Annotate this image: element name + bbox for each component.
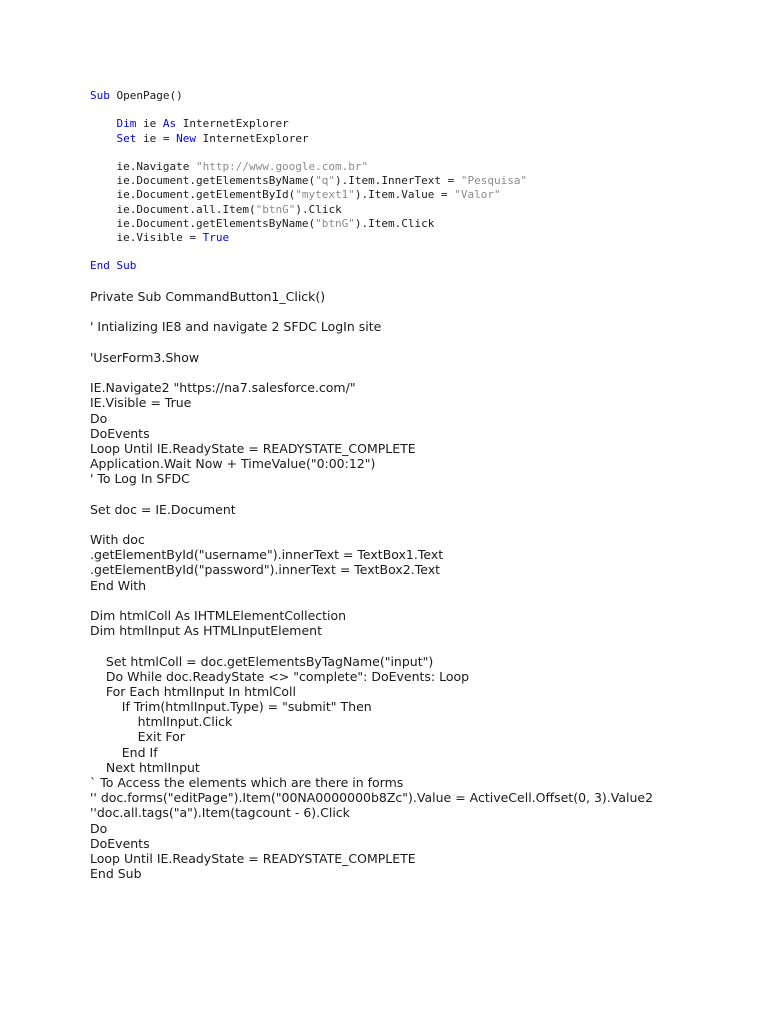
code-text: InternetExplorer	[196, 131, 309, 145]
text-line: Dim htmlColl As IHTMLElementCollection	[90, 607, 347, 623]
code-line	[90, 117, 730, 131]
code-line	[90, 160, 730, 174]
text-line: htmlInput.Click	[90, 714, 233, 730]
code-text: ()	[169, 89, 183, 102]
text-line: End If	[90, 744, 158, 760]
string-literal: "btnG"	[315, 216, 355, 230]
text-line: ''doc.all.tags("a").Item(tagcount - 6).Click	[90, 805, 350, 821]
string-literal: "Pesquisa"	[460, 174, 528, 188]
text-line: Exit For	[90, 729, 185, 745]
code-line	[90, 259, 730, 273]
code-line	[90, 174, 730, 188]
keyword: End Sub	[90, 259, 137, 273]
text-line: End With	[90, 577, 147, 593]
text-line: With doc	[90, 532, 145, 547]
code-text: ).Click	[295, 202, 342, 216]
code-line	[90, 217, 730, 231]
prose-block	[90, 289, 740, 881]
keyword: Sub	[90, 89, 110, 102]
text-line: Application.Wait Now + TimeValue("0:00:12")	[90, 456, 376, 472]
keyword: Set	[116, 131, 137, 145]
code-text: ).Item.Value =	[354, 188, 455, 202]
code-text: ie.Document.getElementsByName(	[90, 216, 316, 230]
keyword: Dim	[116, 117, 137, 131]
string-literal: "Valor"	[454, 188, 501, 202]
text-line: DoEvents	[90, 835, 150, 851]
text-line: Set doc = IE.Document	[90, 501, 236, 517]
code-text: ).Item.InnerText =	[335, 174, 461, 188]
code-text: ie	[136, 117, 163, 131]
code-text: ).Item.Click	[354, 216, 435, 230]
text-line: Loop Until IE.ReadyState = READYSTATE_COMPLETE	[90, 850, 416, 866]
code-line	[90, 188, 730, 202]
text-line: .getElementById("password").innerText = TextBox2.Text	[90, 562, 440, 578]
code-line	[90, 231, 730, 245]
text-line: Do	[90, 820, 108, 836]
code-text: ie.Document.getElementById(	[90, 188, 296, 202]
code-text: ie.Navigate	[90, 159, 196, 173]
string-literal: "btnG"	[255, 202, 296, 216]
code-line	[90, 203, 730, 217]
text-line: ' Intializing IE8 and navigate 2 SFDC LogIn site	[90, 319, 382, 335]
text-line: ' To Log In SFDC	[90, 471, 190, 487]
text-line: '' doc.forms("editPage").Item("00NA0000000b8Zc").Value = ActiveCell.Offset(0, 3).Value2	[90, 790, 654, 806]
text-line: IE.Navigate2 "https://na7.salesforce.com/"	[90, 380, 356, 396]
string-literal: "q"	[315, 174, 336, 188]
text-line: For Each htmlInput In htmlColl	[90, 683, 296, 699]
text-line: Private Sub CommandButton1_Click()	[90, 289, 326, 304]
text-line: Dim htmlInput As HTMLInputElement	[90, 623, 323, 639]
code-text: ie.Document.all.Item(	[90, 202, 256, 216]
code-block	[90, 89, 730, 273]
text-line: .getElementById("username").innerText = TextBox1.Text	[90, 547, 444, 563]
text-line: IE.Visible = True	[90, 395, 192, 411]
text-line: Loop Until IE.ReadyState = READYSTATE_COMPLETE	[90, 440, 416, 456]
text-line: Set htmlColl = doc.getElementsByTagName("input")	[90, 653, 434, 669]
string-literal: "mytext1"	[295, 188, 355, 202]
text-line: If Trim(htmlInput.Type) = "submit" Then	[90, 699, 372, 715]
code-text: OpenPage	[109, 89, 170, 102]
code-text: ie.Document.getElementsByName(	[90, 174, 316, 188]
keyword: True	[202, 230, 230, 244]
text-line: Do	[90, 410, 108, 426]
text-line: 'UserForm3.Show	[90, 349, 200, 365]
keyword: New	[176, 131, 196, 145]
text-line: ` To Access the elements which are there in forms	[90, 775, 404, 790]
string-literal: "http://www.google.com.br"	[195, 159, 369, 173]
code-text: InternetExplorer	[176, 117, 289, 131]
code-text: ie.Visible =	[90, 230, 203, 244]
text-line: End Sub	[90, 866, 142, 882]
code-line	[90, 132, 730, 146]
code-text: ie =	[136, 131, 177, 145]
keyword: As	[162, 117, 177, 131]
code-line	[90, 89, 730, 103]
text-line: Do While doc.ReadyState <> "complete": DoEvents: Loop	[90, 668, 470, 684]
text-line: Next htmlInput	[90, 759, 200, 775]
text-line: DoEvents	[90, 425, 150, 441]
